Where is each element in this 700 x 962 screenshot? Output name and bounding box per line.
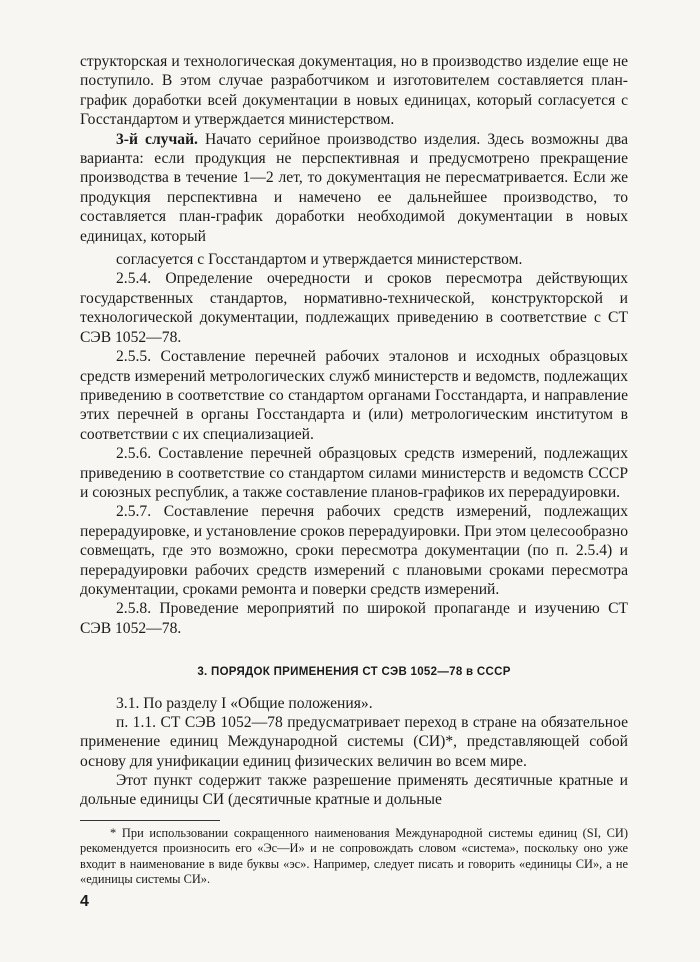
- case-3-text: Начато серийное производство изделия. Здесь возможны два варианта: если продукция не перспективная и предусмотрено прекращение производства в течение 1—2 лет, то документация не пересматривается. Если же продукция перспективна и намечено ее дальнейшее производство, то составляется план-график доработки необходимой документации в новых единицах, который: [80, 130, 628, 245]
- paragraph-3-1: 3.1. По разделу I «Общие положения».: [116, 695, 373, 712]
- paragraph-1-1: п. 1.1. СТ СЭВ 1052—78 предусматривает переход в стране на обязательное применение единиц Международной системы (СИ)*, представляющей собой основу для унификации единиц физических величин во всем мире.: [80, 714, 628, 770]
- footnote-text: * При использовании сокращенного наименования Международной системы единиц (SI, СИ) рекомендуется произносить его «Эс—И» и не сопровождать словом «система», поскольку оно уже входит в наименование в виде буквы «эс». Например, следует писать и говорить «единицы СИ», а не «единицы системы СИ».: [80, 826, 628, 887]
- footnote-divider: [80, 820, 220, 821]
- paragraph-continuation: структорская и технологическая документация, но в производство изделие еще не поступило. В этом случае разработчиком и изготовителем составляется план-график доработки всей документации в новых единицах, который согласуется с Госстандартом и утверждается министерством.: [80, 53, 628, 129]
- paragraph-case-3-continuation: согласуется с Госстандартом и утверждается министерством.: [116, 251, 523, 269]
- paragraph-2-5-6: 2.5.6. Составление перечней образцовых средств измерений, подлежащих приведению в соответствие со стандартом силами министерств и ведомств СССР и союзных республик, а также составление планов-графиков их перерадуировки.: [80, 445, 628, 501]
- section-heading: 3. ПОРЯДОК ПРИМЕНЕНИЯ СТ СЭВ 1052—78 в СССР: [197, 666, 511, 678]
- footnote: [80, 826, 628, 888]
- case-3-label: 3-й случай.: [116, 130, 198, 148]
- paragraph-2-5-4: 2.5.4. Определение очередности и сроков пересмотра действующих государственных стандартов, нормативно-технической, конструкторской и технологической документации, подлежащих приведению в соответствие с СТ СЭВ 1052—78.: [80, 270, 628, 346]
- paragraph-case-3: [80, 130, 628, 246]
- section-text: [80, 694, 628, 809]
- page-number: 4: [80, 893, 89, 910]
- paragraph-2-5-8: 2.5.8. Проведение мероприятий по широкой пропаганде и изучению СТ СЭВ 1052—78.: [80, 600, 628, 637]
- paragraph-2-5-5: 2.5.5. Составление перечней рабочих эталонов и исходных образцовых средств измерений метрологических служб министерств и ведомств, подлежащих приведению в соответствие со стандартом органами Госстандарта, и направление этих перечней в органы Госстандарта и (или) метрологическим институтом в соответствии с их специализацией.: [80, 348, 628, 443]
- paragraph-this-item: Этот пункт содержит также разрешение применять десятичные кратные и дольные единицы СИ (десятичные кратные и дольные: [80, 771, 628, 809]
- body-text: [80, 52, 628, 638]
- paragraph-2-5-7: 2.5.7. Составление перечня рабочих средств измерений, подлежащих перерадуировке, и установление сроков перерадуировки. При этом целесообразно совмещать, где это возможно, сроки пересмотра документации (по п. 2.5.4) и перерадуировки рабочих средств измерений с плановыми сроками пересмотра документации, сроками ремонта и поверки средств измерений.: [80, 503, 628, 598]
